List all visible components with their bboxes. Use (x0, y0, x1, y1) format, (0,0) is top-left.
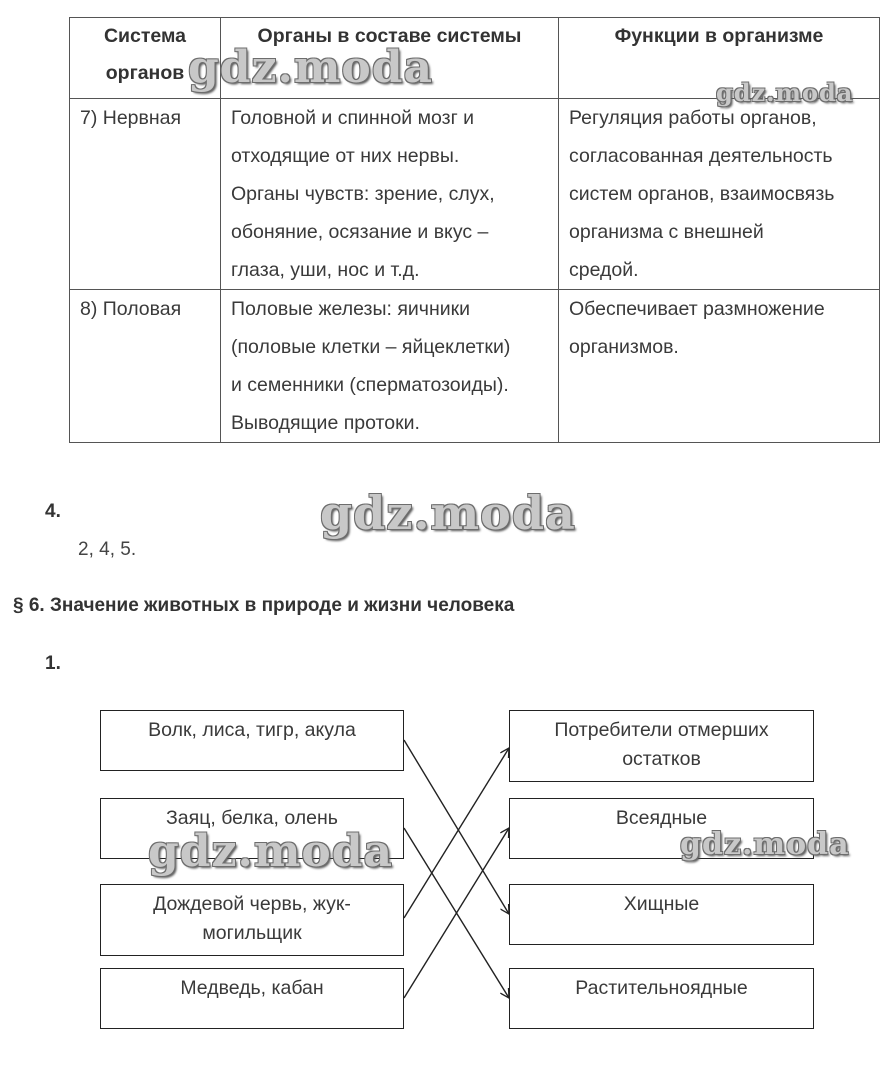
cell-line: обоняние, осязание и вкус – (231, 221, 489, 243)
header-organs: Органы в составе системы (221, 18, 559, 99)
watermark-logo: gdz.moda (716, 78, 854, 107)
watermark-logo: gdz.moda (680, 827, 850, 862)
task4-answer: 2, 4, 5. (78, 539, 137, 560)
system-cell: 7) Нервная (70, 99, 221, 290)
cell-line: (половые клетки – яйцеклетки) (231, 336, 511, 358)
cell-line: Органы чувств: зрение, слух, (231, 183, 495, 205)
cell-line: Головной и спинной мозг и (231, 107, 474, 129)
cell-line: Регуляция работы органов, (569, 107, 817, 129)
left-box-decomposers: Дождевой червь, жук-могильщик (100, 884, 404, 956)
right-box-herbivores: Растительноядные (509, 968, 814, 1029)
right-box-decomposers: Потребители отмерших остатков (509, 710, 814, 782)
cell-line: Обеспечивает размножение (569, 298, 825, 320)
cell-line: организма с внешней (569, 221, 764, 243)
task1-number: 1. (45, 653, 61, 674)
task4-number: 4. (45, 501, 61, 522)
cell-line: и семенники (сперматозоиды). (231, 374, 509, 396)
right-box-omnivores: Всеядные (509, 798, 814, 859)
left-box-predators: Волк, лиса, тигр, акула (100, 710, 404, 771)
left-box-omnivores: Медведь, кабан (100, 968, 404, 1029)
header-system: Система органов (70, 18, 221, 99)
cell-line: глаза, уши, нос и т.д. (231, 259, 420, 281)
section-title: § 6. Значение животных в природе и жизни человека (13, 595, 515, 616)
cell-line: систем органов, взаимосвязь (569, 183, 835, 205)
cell-line: Половые железы: яичники (231, 298, 471, 320)
left-box-herbivores: Заяц, белка, олень (100, 798, 404, 859)
cell-line: согласованная деятельность (569, 145, 833, 167)
cell-line: Выводящие протоки. (231, 412, 420, 434)
header-functions: Функции в организме (559, 18, 880, 99)
link-line-predators (404, 740, 509, 914)
link-line-decomposers (404, 748, 509, 918)
watermark-logo: gdz.moda (320, 486, 576, 540)
cell-line: средой. (569, 259, 639, 281)
cell-line: организмов. (569, 336, 679, 358)
watermark-logo: gdz.moda (148, 826, 394, 877)
system-cell: 8) Половая (70, 290, 221, 443)
cell-line: отходящие от них нервы. (231, 145, 460, 167)
watermark-logo: gdz.moda (188, 42, 434, 93)
right-box-predators: Хищные (509, 884, 814, 945)
